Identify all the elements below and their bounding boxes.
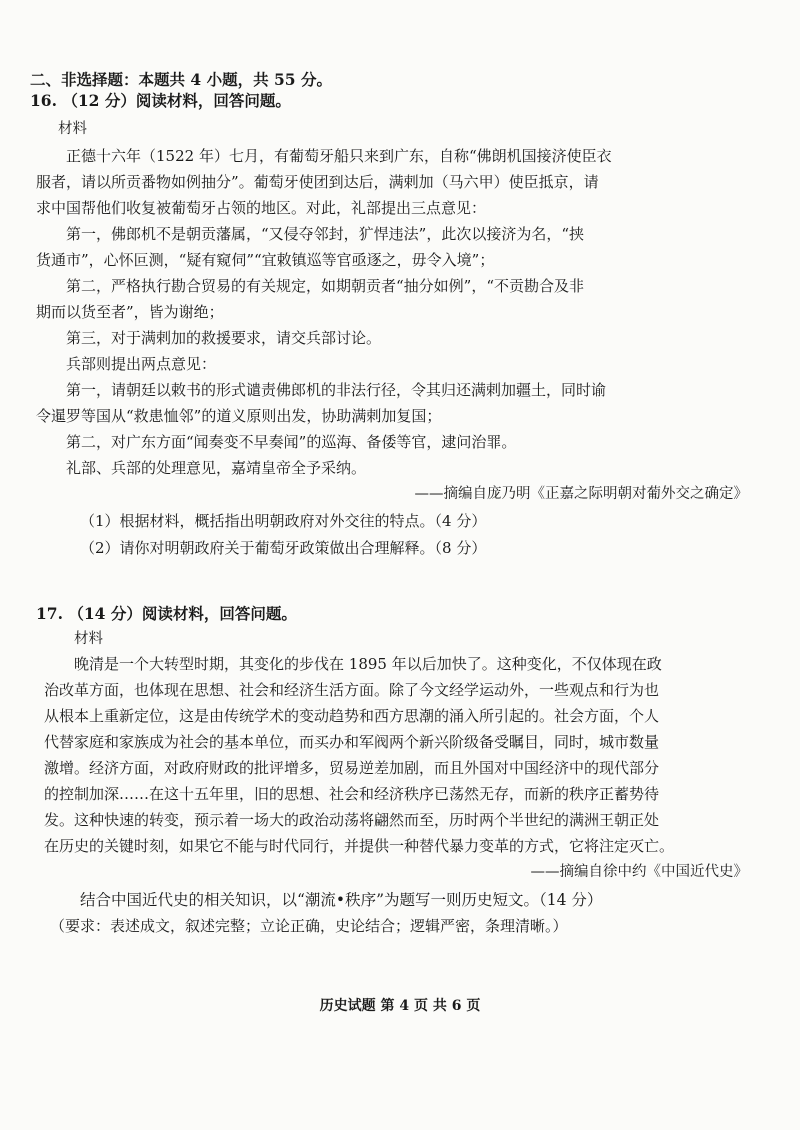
q16-text-line: 第一，请朝廷以敕书的形式谴责佛郎机的非法行径，令其归还满剌加疆土，同时谕: [66, 381, 607, 399]
q16-text-line: 第一，佛郎机不是朝贡藩属，“又侵夺邻封，犷悍违法”，此次以接济为名，“挟: [66, 225, 585, 243]
q16-text-line: 服者，请以所贡番物如例抽分”。葡萄牙使团到达后，满剌加（马六甲）使臣抵京，请: [36, 173, 599, 191]
q16-text-line: 第三，对于满剌加的救援要求，请交兵部讨论。: [66, 329, 382, 347]
q16-text-line: 第二，对广东方面“闻奏变不早奏闻”的巡海、备倭等官，逮问治罪。: [66, 433, 517, 451]
page-footer: 历史试题 第 4 页 共 6 页: [319, 998, 481, 1014]
q17-text-line: 治改革方面，也体现在思想、社会和经济生活方面。除了今文经学运动外，一些观点和行为也: [44, 681, 660, 699]
q17-task: 结合中国近代史的相关知识，以“潮流•秩序”为题写一则历史短文。（14 分）: [80, 891, 603, 909]
q16-text-line: 期而以货至者”，皆为谢绝；: [36, 303, 224, 321]
q17-text-line: 发。这种快速的转变，预示着一场大的政治动荡将翩然而至，历时两个半世纪的满洲王朝正处: [44, 811, 660, 829]
q17-requirement: （要求：表述成文，叙述完整；立论正确，史论结合；逻辑严密，条理清晰。）: [50, 917, 568, 935]
q16-text-line: 第二，严格执行勘合贸易的有关规定，如期朝贡者“抽分如例”，“不贡勘合及非: [66, 277, 585, 295]
q16-text-line: 令暹罗等国从“救患恤邻”的道义原则出发，协助满剌加复国；: [36, 407, 442, 425]
q16-text-line: 礼部、兵部的处理意见，嘉靖皇帝全予采纳。: [66, 459, 367, 477]
q17-text-line: 的控制加深……在这十五年里，旧的思想、社会和经济秩序已荡然无存，而新的秩序正蓄势待: [44, 785, 660, 803]
question-17-title: 17. （14 分）阅读材料，回答问题。: [36, 604, 297, 623]
q17-text-line: 代替家庭和家族成为社会的基本单位，而买办和军阀两个新兴阶级备受瞩目，同时，城市数量: [44, 733, 660, 751]
q16-text-line: 求中国帮他们收复被葡萄牙占领的地区。对此，礼部提出三点意见：: [36, 199, 487, 217]
question-16-title: 16. （12 分）阅读材料，回答问题。: [30, 91, 291, 110]
q17-text-line: 晚清是一个大转型时期，其变化的步伐在 1895 年以后加快了。这种变化，不仅体现在政: [74, 655, 662, 673]
q17-text-line: 在历史的关键时刻，如果它不能与时代同行，并提供一种替代暴力变革的方式，它将注定灭亡。: [44, 837, 675, 855]
q17-text-line: 从根本上重新定位，这是由传统学术的变动趋势和西方思潮的涌入所引起的。社会方面，个人: [44, 707, 660, 725]
q16-subquestion-1: （1）根据材料，概括指出明朝政府对外交往的特点。（4 分）: [80, 512, 487, 530]
q16-text-line: 兵部则提出两点意见：: [66, 355, 217, 373]
q16-material-label: 材料: [58, 121, 87, 137]
q16-text-line: 货通市”，心怀叵测，“疑有窥伺”“宜敕镇巡等官亟逐之，毋令入境”；: [36, 251, 495, 269]
section-header: 二、非选择题：本题共 4 小题，共 55 分。: [30, 70, 332, 89]
q17-text-line: 激增。经济方面，对政府财政的批评增多，贸易逆差加剧，而且外国对中国经济中的现代部分: [44, 759, 660, 777]
q16-text-line: 正德十六年（1522 年）七月，有葡萄牙船只来到广东，自称“佛朗机国接济使臣衣: [66, 147, 612, 165]
q17-source: ——摘编自徐中约《中国近代史》: [530, 864, 748, 880]
q17-material-label: 材料: [74, 631, 103, 647]
q16-source: ——摘编自庞乃明《正嘉之际明朝对葡外交之确定》: [414, 486, 748, 502]
q16-subquestion-2: （2）请你对明朝政府关于葡萄牙政策做出合理解释。（8 分）: [80, 539, 487, 557]
